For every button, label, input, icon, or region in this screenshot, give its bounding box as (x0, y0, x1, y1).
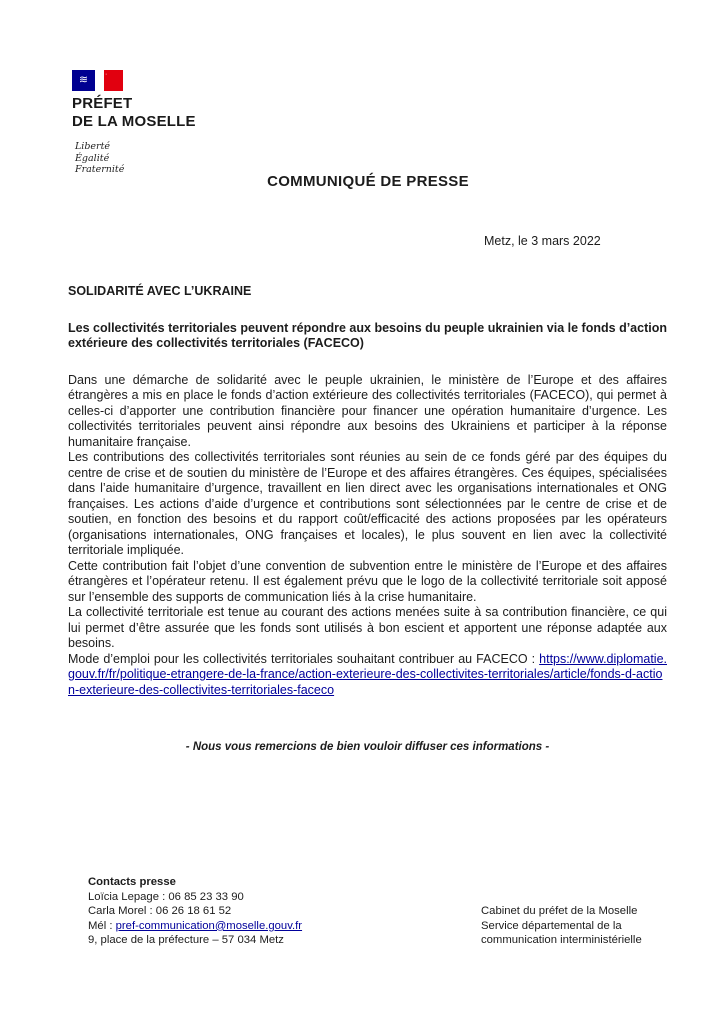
cabinet-line: Cabinet du préfet de la Moselle (481, 905, 638, 917)
body-paragraph: Cette contribution fait l’objet d’une convention de subvention entre le ministère de l’Europe et des affaires étrangères et l’opérateur retenu. Il est également prévu que le logo de la collectivité territoriale soit apposé sur l’ensemble des supports de communication liés à la crise humanitaire. (68, 558, 667, 604)
document-title: COMMUNIQUÉ DE PRESSE (267, 173, 469, 190)
mode-demploi-paragraph (68, 652, 667, 699)
section-heading: SOLIDARITÉ AVEC L’UKRAINE (68, 284, 252, 298)
email-link[interactable]: pref-communication@moselle.gouv.fr (115, 919, 303, 932)
document-body (68, 284, 667, 756)
contact-email-line (88, 919, 302, 934)
contacts-heading: Contacts presse (88, 876, 176, 888)
contact-line: Loïcia Lepage : 06 85 23 33 90 (88, 890, 244, 903)
cabinet-line: communication interministérielle (481, 934, 642, 947)
cabinet-line: Service départemental de la (481, 919, 622, 932)
cabinet-block (481, 904, 642, 948)
body-paragraph: Dans une démarche de solidarité avec le peuple ukrainien, le ministère de l’Europe et des affaires étrangères a mis en place le fonds d’action extérieure des collectivités territoriales (FACECO), qui permet à celles-ci d’apporter une contribution financière pour financer une opération humanitaire d’urgence. Les collectivités territoriales peuvent ainsi répondre aux besoins des Ukrainiens et participer à la réponse humanitaire française. (68, 372, 667, 449)
email-label: Mél : (88, 919, 116, 932)
motto-fraternite: Fraternité (75, 164, 125, 175)
mode-demploi-label: Mode d’emploi pour les collectivités territoriales souhaitant contribuer au FACECO : (68, 651, 540, 666)
motto-liberte: Liberté (75, 141, 111, 152)
marianne-silhouette (95, 70, 104, 91)
prefecture-logo (72, 70, 196, 176)
diffusion-note: - Nous vous remercions de bien vouloir diffuser ces informations - (185, 741, 550, 753)
french-flag-marianne-icon (72, 70, 126, 91)
headline: Les collectivités territoriales peuvent répondre aux besoins du peuple ukrainien via le fonds d’action extérieure des collectivités territoriales (FACECO) (68, 320, 667, 350)
faceco-link[interactable]: https://www.diplomatie.gouv.fr/fr/politique-etrangere-de-la-france/action-exterieure-des-collectivites-territoriales/article/fonds-d-action-exterieure-des-collectivites-territoriales-faceco (68, 651, 667, 697)
institution-name-line2: DE LA MOSELLE (72, 113, 196, 130)
flag-blue-block: ≋ (72, 70, 95, 91)
contact-line: Carla Morel : 06 26 18 61 52 (88, 905, 232, 918)
motto-egalite: Égalité (75, 152, 110, 164)
address-line: 9, place de la préfecture – 57 034 Metz (88, 934, 284, 947)
body-paragraph: La collectivité territoriale est tenue au courant des actions menées suite à sa contribution financière, ce qui lui permet d’être assurée que les fonds sont utilisés à bon escient et apportent une réponse adaptée aux besoins. (68, 605, 667, 650)
press-contacts-block (88, 875, 302, 948)
institution-name-line1: PRÉFET (72, 95, 133, 112)
body-paragraph: Les contributions des collectivités territoriales sont réunies au sein de ce fonds géré par des équipes du centre de crise et de soutien du ministère de l’Europe et des affaires étrangères. Ces équipes, spécialisées dans l’aide humanitaire d’urgence, travaillent en lien direct avec les organisations internationales et ONG françaises. Les actions d’aide d’urgence et contributions sont sélectionnées par le centre de crise et de soutien, en fonction des besoins et du rapport coût/efficacité des actions proposées par les opérateurs (organisations internationales, ONG françaises et locales), le plus souvent en lien avec la collectivité territoriale impliquée. (68, 450, 667, 557)
dateline: Metz, le 3 mars 2022 (484, 234, 601, 248)
flag-red-block: · (104, 70, 123, 91)
republic-motto (72, 141, 196, 176)
